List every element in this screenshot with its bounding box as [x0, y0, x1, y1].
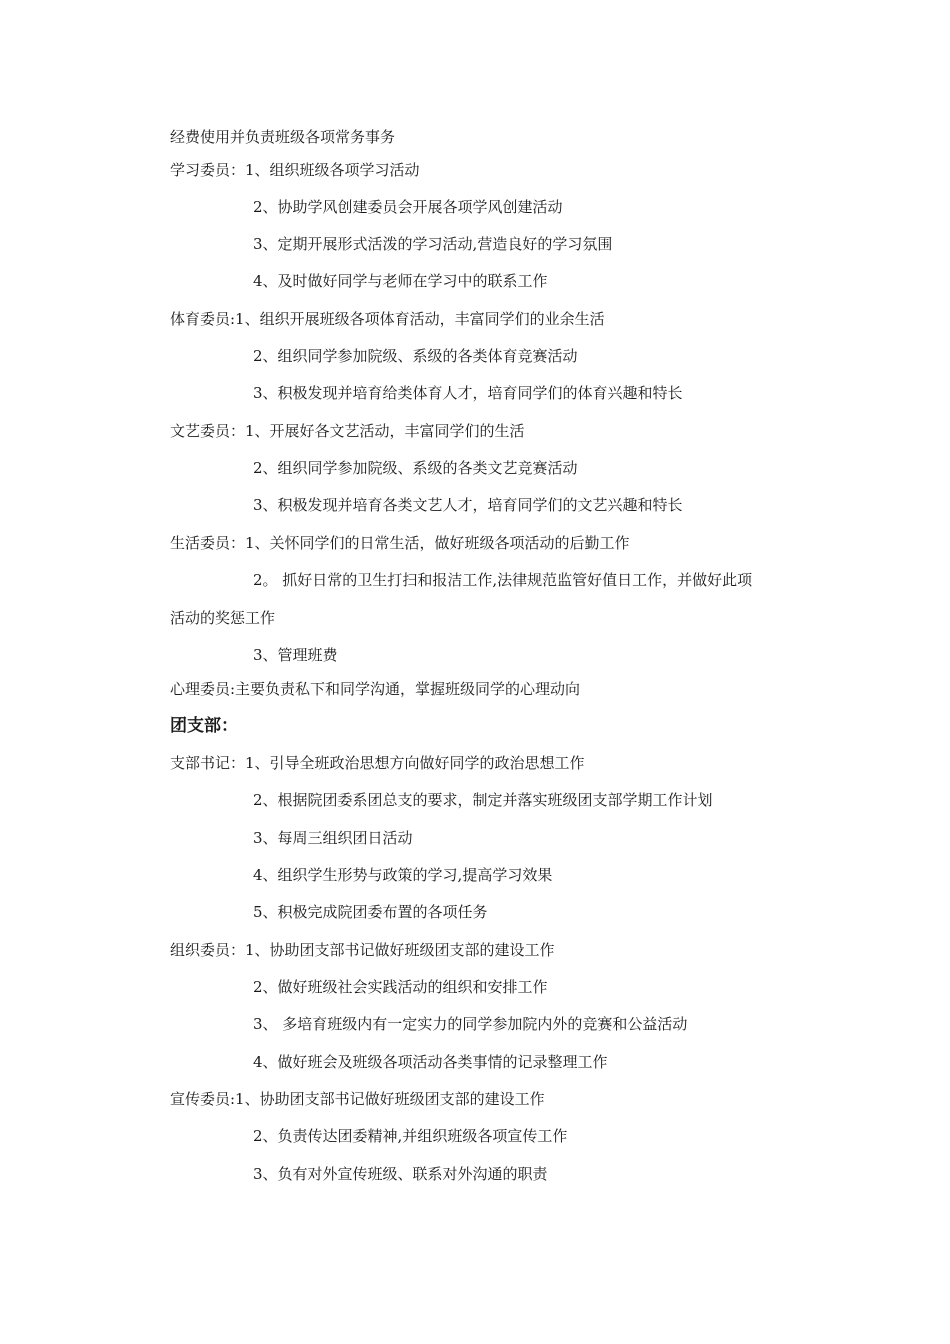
text-line: 2、组织同学参加院级、系级的各类体育竞赛活动: [253, 347, 578, 365]
text-line: 支部书记：1、引导全班政治思想方向做好同学的政治思想工作: [170, 754, 585, 772]
text-line: 体育委员:1、组织开展班级各项体育活动，丰富同学们的业余生活: [170, 310, 605, 328]
section-heading: 团支部：: [170, 716, 238, 736]
text-line: 4、及时做好同学与老师在学习中的联系工作: [253, 272, 548, 290]
text-line: 学习委员：1、组织班级各项学习活动: [170, 161, 420, 179]
text-line: 3、每周三组织团日活动: [253, 829, 413, 847]
text-line: 宣传委员:1、协助团支部书记做好班级团支部的建设工作: [170, 1090, 545, 1108]
text-line: 文艺委员：1、开展好各文艺活动，丰富同学们的生活: [170, 422, 525, 440]
text-line: 3、管理班费: [253, 646, 338, 664]
text-line: 4、做好班会及班级各项活动各类事情的记录整理工作: [253, 1053, 608, 1071]
text-line: 2、协助学风创建委员会开展各项学风创建活动: [253, 198, 563, 216]
text-line: 经费使用并负责班级各项常务事务: [170, 128, 396, 146]
text-line: 3、积极发现并培育各类文艺人才，培育同学们的文艺兴趣和特长: [253, 496, 683, 514]
text-line: 3、 多培育班级内有一定实力的同学参加院内外的竞赛和公益活动: [253, 1015, 688, 1033]
text-line: 5、积极完成院团委布置的各项任务: [253, 903, 488, 921]
text-line: 3、负有对外宣传班级、联系对外沟通的职责: [253, 1165, 548, 1183]
text-line: 心理委员:主要负责私下和同学沟通，掌握班级同学的心理动向: [170, 680, 581, 698]
text-line: 2、根据院团委系团总支的要求，制定并落实班级团支部学期工作计划: [253, 791, 713, 809]
text-line: 生活委员：1、关怀同学们的日常生活，做好班级各项活动的后勤工作: [170, 534, 630, 552]
text-line: 2、负责传达团委精神,并组织班级各项宣传工作: [253, 1127, 568, 1145]
text-line: 4、组织学生形势与政策的学习,提高学习效果: [253, 866, 553, 884]
text-line: 2。 抓好日常的卫生打扫和报洁工作,法律规范监管好值日工作，并做好此项: [253, 571, 753, 589]
text-line: 3、积极发现并培育给类体育人才，培育同学们的体育兴趣和特长: [253, 384, 683, 402]
text-line: 组织委员：1、协助团支部书记做好班级团支部的建设工作: [170, 941, 555, 959]
text-line: 3、定期开展形式活泼的学习活动,营造良好的学习氛围: [253, 235, 613, 253]
text-line: 2、做好班级社会实践活动的组织和安排工作: [253, 978, 548, 996]
text-line: 2、组织同学参加院级、系级的各类文艺竞赛活动: [253, 459, 578, 477]
text-line: 活动的奖惩工作: [170, 609, 276, 627]
